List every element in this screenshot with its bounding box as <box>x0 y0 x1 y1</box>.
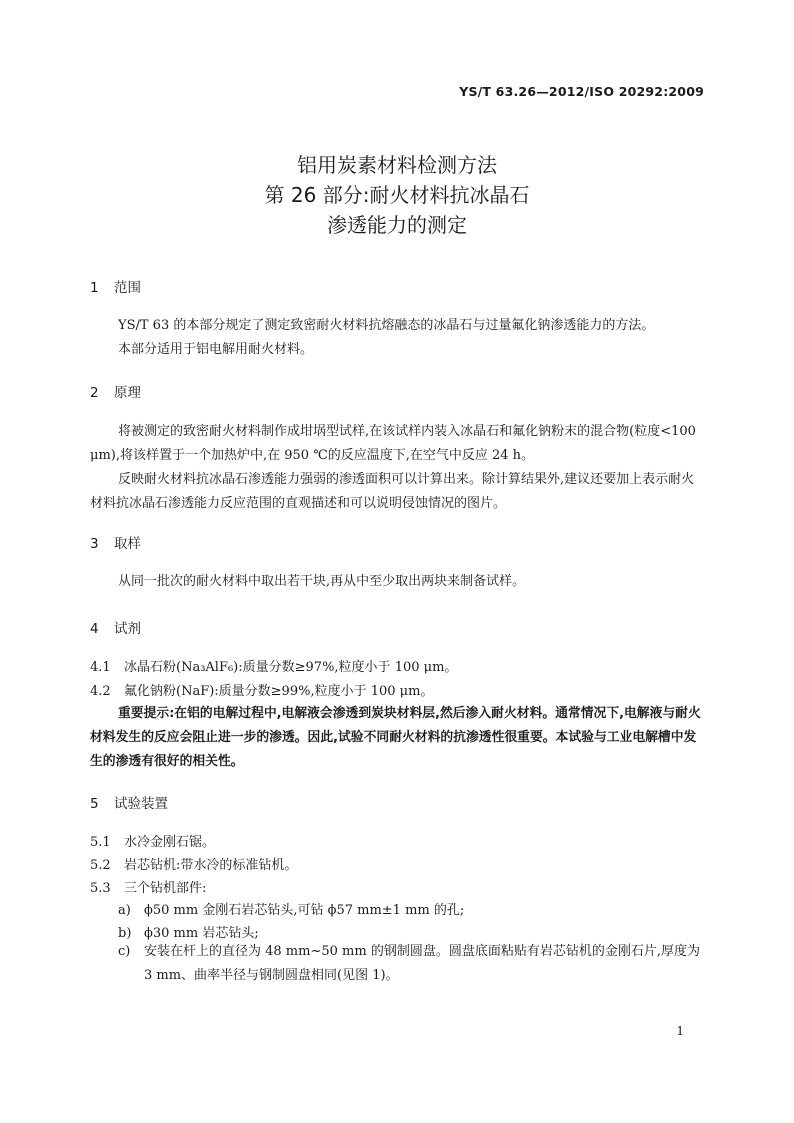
section-heading-sampling <box>90 532 141 552</box>
section-title: 原理 <box>114 385 141 401</box>
page-number: 1 <box>676 1024 684 1038</box>
paragraph: 本部分适用于铝电解用耐火材料。 <box>118 342 314 357</box>
clause-4-1 <box>90 656 457 675</box>
section-title: 取样 <box>114 536 141 552</box>
clause-text: 冰晶石粉(Na₃AlF₆):质量分数≥97%,粒度小于 100 μm。 <box>124 660 458 675</box>
list-text: ϕ30 mm 岩芯钻头; <box>144 926 259 941</box>
clause-number: 5.1 <box>90 835 111 850</box>
paragraph: 将被测定的致密耐火材料制作成坩埚型试样,在该试样内装入冰晶石和氟化钠粉末的混合物(粒度<100 μm),将该样置于一个加热炉中,在 950 ℃的反应温度下,在空气中反应 24 h。 <box>90 424 696 463</box>
section-number: 3 <box>90 536 99 552</box>
clause-5-2 <box>90 854 297 873</box>
paragraph: 从同一批次的耐火材料中取出若干块,再从中至少取出两块来制备试样。 <box>118 574 526 589</box>
clause-number: 5.3 <box>90 881 111 896</box>
paragraph: YS/T 63 的本部分规定了测定致密耐火材料抗熔融态的冰晶石与过量氟化钠渗透能力的方法。 <box>118 318 655 333</box>
section-number: 2 <box>90 385 99 401</box>
clause-number: 4.1 <box>90 660 111 675</box>
title-line-1: 铝用炭素材料检测方法 <box>297 153 497 177</box>
clause-4-2 <box>90 680 433 699</box>
list-label: b) <box>118 926 132 941</box>
section-title: 试验装置 <box>114 796 168 812</box>
document-title <box>0 150 794 240</box>
clause-5-3 <box>90 877 206 896</box>
section-number: 5 <box>90 796 99 812</box>
section-number: 1 <box>90 280 99 296</box>
list-label: a) <box>118 903 131 918</box>
clause-text: 氟化钠粉(NaF):质量分数≥99%,粒度小于 100 μm。 <box>124 684 434 699</box>
clause-number: 5.2 <box>90 858 111 873</box>
section-title: 试剂 <box>114 621 141 637</box>
clause-number: 4.2 <box>90 684 111 699</box>
list-label: c) <box>118 944 131 959</box>
section-heading-scope <box>90 276 141 296</box>
title-line-3: 渗透能力的测定 <box>327 213 467 237</box>
clause-5-1 <box>90 831 215 850</box>
clause-text: 岩芯钻机:带水冷的标准钻机。 <box>124 858 298 873</box>
section-number: 4 <box>90 621 99 637</box>
section-heading-apparatus <box>90 792 168 812</box>
section-heading-principle <box>90 381 141 401</box>
important-note: 重要提示:在铝的电解过程中,电解液会渗透到炭块材料层,然后渗入耐火材料。通常情况下,电解液与耐火材料发生的反应会阻止进一步的渗透。因此,试验不同耐火材料的抗渗透性很重要。本试验与工业电解槽中发生的渗透有很好的相关性。 <box>90 706 701 769</box>
title-line-2: 第 26 部分:耐火材料抗冰晶石 <box>264 183 530 207</box>
list-item-c <box>118 940 708 988</box>
clause-text: 三个钻机部件: <box>124 881 207 896</box>
list-item-b <box>118 922 259 941</box>
section-title: 范围 <box>114 280 141 296</box>
list-item-a <box>118 899 464 918</box>
list-text: 安装在杆上的直径为 48 mm~50 mm 的钢制圆盘。圆盘底面粘贴有岩芯钻机的金刚石片,厚度为 3 mm、曲率半径与钢制圆盘相同(见图 1)。 <box>144 944 700 983</box>
list-text: ϕ50 mm 金刚石岩芯钻头,可钻 ϕ57 mm±1 mm 的孔; <box>144 903 465 918</box>
section-heading-reagents <box>90 617 141 637</box>
clause-text: 水冷金刚石锯。 <box>124 835 216 850</box>
standard-number: YS/T 63.26—2012/ISO 20292:2009 <box>459 84 704 99</box>
paragraph: 反映耐火材料抗冰晶石渗透能力强弱的渗透面积可以计算出来。除计算结果外,建议还要加上表示耐火材料抗冰晶石渗透能力反应范围的直观描述和可以说明侵蚀情况的图片。 <box>90 472 695 511</box>
